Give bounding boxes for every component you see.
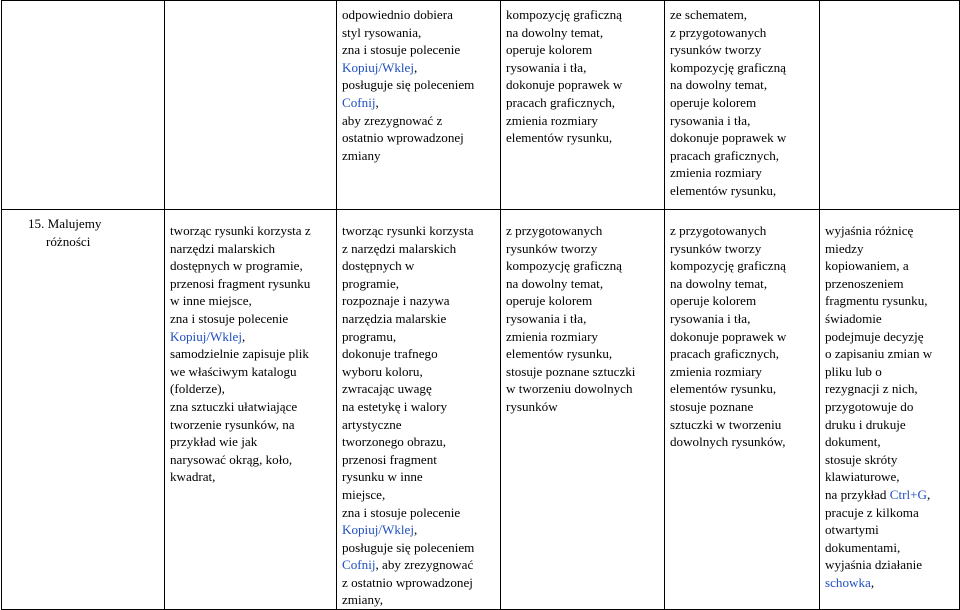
cell-line bbox=[825, 398, 959, 416]
line-text: podejmuje decyzję bbox=[825, 328, 924, 344]
line-text: pracuje z kilkoma bbox=[825, 504, 919, 520]
cell-line bbox=[342, 328, 500, 346]
cell-line bbox=[170, 328, 336, 346]
cell-line bbox=[506, 59, 664, 77]
line-text: sztuczki w tworzeniu bbox=[670, 416, 782, 432]
line-text: odpowiednio dobiera bbox=[342, 7, 453, 22]
line-text: programie, bbox=[342, 275, 400, 291]
line-text: , bbox=[414, 59, 418, 75]
line-text: dokonuje trafnego bbox=[342, 346, 438, 362]
line-text: programu, bbox=[342, 328, 397, 344]
cell-line bbox=[825, 363, 959, 381]
cell-line bbox=[506, 275, 664, 293]
cell-text bbox=[501, 210, 664, 416]
blue-term: Cofnij bbox=[342, 557, 376, 573]
cell-line bbox=[670, 240, 819, 258]
line-text: tworząc rysunki korzysta bbox=[342, 223, 474, 238]
cell-line bbox=[670, 222, 819, 240]
cell-line bbox=[342, 222, 500, 240]
line-text: narzędzi malarskich bbox=[170, 240, 276, 256]
cell-line bbox=[506, 310, 664, 328]
line-text: kopiowaniem, a bbox=[825, 258, 909, 274]
line-text: elementów rysunku, bbox=[506, 130, 613, 146]
cell-line bbox=[670, 292, 819, 310]
cell-line bbox=[825, 468, 959, 486]
line-text: dokumentami, bbox=[825, 539, 901, 555]
line-text: dokonuje poprawek w bbox=[670, 328, 787, 344]
cell-line bbox=[342, 504, 500, 522]
line-text: rysunków tworzy bbox=[670, 240, 762, 256]
line-text: zmienia rozmiary bbox=[506, 328, 598, 344]
line-text: operuje kolorem bbox=[506, 42, 593, 58]
line-text: z przygotowanych bbox=[506, 223, 603, 238]
line-text: zna sztuczki ułatwiające bbox=[170, 398, 298, 414]
cell-line bbox=[506, 363, 664, 381]
line-text: , bbox=[870, 574, 875, 590]
cell-line bbox=[170, 363, 336, 381]
cell-line bbox=[170, 310, 336, 328]
line-text: zna i stosuje polecenie bbox=[170, 310, 289, 326]
cell-line bbox=[342, 59, 500, 77]
cell-line bbox=[670, 345, 819, 363]
cell-line bbox=[170, 416, 336, 434]
cell-line bbox=[342, 6, 500, 24]
cell-line bbox=[670, 328, 819, 346]
line-text: , bbox=[414, 522, 418, 538]
cell-line bbox=[825, 292, 959, 310]
line-text: wyjaśnia działanie bbox=[825, 557, 923, 573]
cell-line bbox=[342, 94, 500, 112]
cell-line bbox=[342, 292, 500, 310]
cell-text bbox=[665, 210, 819, 451]
cell-line bbox=[170, 240, 336, 258]
cell-text bbox=[337, 1, 500, 164]
line-text: zmienia rozmiary bbox=[670, 363, 762, 379]
cell-line bbox=[825, 539, 959, 557]
cell-line bbox=[670, 380, 819, 398]
cell-grade-2 bbox=[165, 210, 337, 610]
line-text: zmiany, bbox=[342, 592, 383, 608]
cell-line bbox=[825, 240, 959, 258]
line-text: przenoszeniem bbox=[825, 275, 904, 291]
cell-line bbox=[670, 398, 819, 416]
line-text: aby zrezygnować z bbox=[342, 112, 443, 128]
line-text: pracach graficznych, bbox=[670, 346, 780, 362]
cell-line bbox=[670, 433, 819, 451]
cell-line bbox=[825, 504, 959, 522]
line-text: ze schematem, bbox=[670, 7, 748, 22]
line-text: z narzędzi malarskich bbox=[342, 240, 457, 256]
cell-line bbox=[506, 94, 664, 112]
cell-lesson-title bbox=[2, 210, 165, 610]
line-text: na estetykę i walory bbox=[342, 398, 448, 414]
line-text: z przygotowanych bbox=[670, 223, 767, 238]
blue-term: Cofnij bbox=[342, 94, 376, 110]
cell-line bbox=[342, 257, 500, 275]
cell-line bbox=[342, 363, 500, 381]
line-text: narysować okrąg, koło, bbox=[170, 451, 293, 467]
cell-grade-6 bbox=[820, 210, 960, 610]
cell-line bbox=[342, 591, 500, 609]
line-text: , bbox=[242, 328, 246, 344]
cell-line bbox=[170, 398, 336, 416]
line-text: przenosi fragment rysunku bbox=[170, 275, 311, 291]
blue-term: Ctrl+G bbox=[889, 486, 927, 502]
line-text: na przykład bbox=[825, 486, 890, 502]
cell-line bbox=[670, 112, 819, 130]
line-text: zwracając uwagę bbox=[342, 381, 432, 397]
line-text: posługuje się poleceniem bbox=[342, 77, 475, 93]
cell-line bbox=[670, 41, 819, 59]
cell-line bbox=[825, 275, 959, 293]
cell-line bbox=[342, 41, 500, 59]
cell-grade-5 bbox=[665, 1, 820, 210]
cell-line bbox=[506, 41, 664, 59]
line-text: posługuje się poleceniem bbox=[342, 539, 475, 555]
cell-line bbox=[170, 380, 336, 398]
line-text: pracach graficznych, bbox=[670, 147, 780, 163]
line-text: w inne miejsce, bbox=[170, 293, 252, 309]
cell-line bbox=[506, 112, 664, 130]
cell-line bbox=[825, 222, 959, 240]
line-text: druku i drukuje bbox=[825, 416, 906, 432]
line-text: tworzenie rysunków, na bbox=[170, 416, 295, 432]
cell-line bbox=[506, 76, 664, 94]
lesson-title-line2: różności bbox=[46, 233, 91, 249]
line-text: kompozycję graficzną bbox=[670, 258, 786, 274]
cell-line bbox=[342, 345, 500, 363]
line-text: świadomie bbox=[825, 310, 882, 326]
cell-line bbox=[670, 6, 819, 24]
line-text: rysowania i tła, bbox=[506, 59, 587, 75]
cell-line bbox=[825, 556, 959, 574]
cell-line bbox=[342, 398, 500, 416]
line-text: klawiaturowe, bbox=[825, 469, 900, 485]
cell-line bbox=[506, 24, 664, 42]
line-text: przenosi fragment bbox=[342, 451, 437, 467]
cell-line bbox=[670, 275, 819, 293]
cell-line bbox=[506, 257, 664, 275]
line-text: , bbox=[375, 94, 379, 110]
line-text: dokonuje poprawek w bbox=[670, 130, 787, 146]
cell-line bbox=[170, 468, 336, 486]
line-text: o zapisaniu zmian w bbox=[825, 346, 933, 362]
line-text: zna i stosuje polecenie bbox=[342, 42, 461, 58]
cell-line bbox=[342, 556, 500, 574]
line-text: , bbox=[926, 486, 931, 502]
cell-line bbox=[342, 380, 500, 398]
cell-text bbox=[337, 210, 500, 609]
line-text: przykład wie jak bbox=[170, 434, 258, 450]
line-text: miedzy bbox=[825, 240, 864, 256]
line-text: tworząc rysunki korzysta z bbox=[170, 223, 311, 238]
line-text: narzędzia malarskie bbox=[342, 310, 447, 326]
cell-line bbox=[342, 147, 500, 165]
cell-line bbox=[342, 310, 500, 328]
blue-term: schowka bbox=[825, 574, 871, 590]
line-text: rysunków tworzy bbox=[670, 42, 762, 58]
line-text: zmienia rozmiary bbox=[506, 112, 598, 128]
line-text: rysunków tworzy bbox=[506, 240, 598, 256]
cell-line bbox=[342, 24, 500, 42]
line-text: rezygnacji z nich, bbox=[825, 381, 918, 397]
cell-line bbox=[506, 292, 664, 310]
line-text: operuje kolorem bbox=[670, 293, 757, 309]
line-text: we właściwym katalogu bbox=[170, 363, 297, 379]
line-text: operuje kolorem bbox=[506, 293, 593, 309]
cell-line bbox=[342, 112, 500, 130]
cell-line bbox=[342, 486, 500, 504]
line-text: na dowolny temat, bbox=[670, 275, 768, 291]
cell-line bbox=[825, 486, 959, 504]
cell-lesson-empty bbox=[2, 1, 165, 210]
cell-line bbox=[670, 24, 819, 42]
cell-line bbox=[342, 574, 500, 592]
line-text: z przygotowanych bbox=[670, 24, 767, 40]
cell-line bbox=[170, 433, 336, 451]
cell-line bbox=[170, 292, 336, 310]
line-text: dostępnych w bbox=[342, 258, 415, 274]
line-text: tworzonego obrazu, bbox=[342, 434, 446, 450]
cell-line bbox=[670, 59, 819, 77]
line-text: dostępnych w programie, bbox=[170, 258, 303, 274]
cell-line bbox=[670, 94, 819, 112]
line-text: rysunku w inne bbox=[342, 469, 423, 485]
line-text: w tworzeniu dowolnych bbox=[506, 381, 633, 397]
cell-line bbox=[825, 416, 959, 434]
cell-line bbox=[825, 257, 959, 275]
line-text: elementów rysunku, bbox=[670, 381, 777, 397]
line-text: na dowolny temat, bbox=[670, 77, 768, 93]
line-text: zmiany bbox=[342, 147, 381, 163]
line-text: artystyczne bbox=[342, 416, 402, 432]
line-text: dokument, bbox=[825, 434, 881, 450]
line-text: zmienia rozmiary bbox=[670, 165, 762, 181]
cell-grade-6-empty bbox=[820, 1, 960, 210]
cell-line bbox=[670, 310, 819, 328]
line-text: dokonuje poprawek w bbox=[506, 77, 623, 93]
cell-line bbox=[170, 345, 336, 363]
cell-text bbox=[820, 210, 959, 591]
cell-line bbox=[670, 257, 819, 275]
cell-line bbox=[825, 345, 959, 363]
line-text: elementów rysunku, bbox=[670, 182, 777, 198]
cell-line bbox=[170, 451, 336, 469]
cell-text bbox=[665, 1, 819, 200]
cell-line bbox=[506, 240, 664, 258]
cell-line bbox=[342, 451, 500, 469]
line-text: kompozycję graficzną bbox=[670, 59, 786, 75]
cell-line bbox=[825, 433, 959, 451]
cell-line bbox=[825, 574, 959, 592]
line-text: kompozycję graficzną bbox=[506, 7, 622, 22]
cell-line bbox=[670, 363, 819, 381]
cell-line bbox=[342, 539, 500, 557]
line-text: rysowania i tła, bbox=[670, 112, 751, 128]
line-text: , aby zrezygnować bbox=[375, 557, 474, 573]
cell-grade-2-empty bbox=[165, 1, 337, 210]
cell-line bbox=[506, 6, 664, 24]
cell-line bbox=[825, 521, 959, 539]
cell-line bbox=[342, 129, 500, 147]
line-text: rozpoznaje i nazywa bbox=[342, 293, 450, 309]
cell-line bbox=[506, 328, 664, 346]
line-text: pracach graficznych, bbox=[506, 94, 616, 110]
cell-line bbox=[170, 257, 336, 275]
line-text: na dowolny temat, bbox=[506, 275, 604, 291]
line-text: pliku lub o bbox=[825, 363, 882, 379]
line-text: (folderze), bbox=[170, 381, 225, 397]
cell-line bbox=[170, 275, 336, 293]
cell-line bbox=[825, 380, 959, 398]
cell-line bbox=[825, 451, 959, 469]
cell-line bbox=[342, 468, 500, 486]
line-text: operuje kolorem bbox=[670, 94, 757, 110]
blue-term: Kopiuj/Wklej bbox=[342, 59, 415, 75]
cell-text bbox=[165, 210, 336, 486]
line-text: fragmentu rysunku, bbox=[825, 293, 928, 309]
cell-line bbox=[342, 240, 500, 258]
cell-grade-3 bbox=[337, 210, 501, 610]
table-row-previous bbox=[2, 1, 960, 210]
line-text: na dowolny temat, bbox=[506, 24, 604, 40]
lesson-title-line1: Malujemy bbox=[47, 216, 102, 231]
table-row-lesson-15 bbox=[2, 210, 960, 610]
cell-line bbox=[670, 182, 819, 200]
cell-line bbox=[342, 433, 500, 451]
cell-line bbox=[342, 521, 500, 539]
cell-line bbox=[670, 129, 819, 147]
cell-line bbox=[670, 416, 819, 434]
cell-line bbox=[342, 76, 500, 94]
line-text: stosuje skróty bbox=[825, 451, 898, 467]
cell-line bbox=[825, 310, 959, 328]
cell-grade-3 bbox=[337, 1, 501, 210]
lesson-number: 15. bbox=[28, 216, 45, 231]
line-text: wyjaśnia różnicę bbox=[825, 223, 914, 238]
cell-line bbox=[506, 129, 664, 147]
cell-line bbox=[506, 345, 664, 363]
line-text: elementów rysunku, bbox=[506, 346, 613, 362]
line-text: rysowania i tła, bbox=[670, 310, 751, 326]
cell-line bbox=[506, 398, 664, 416]
cell-grade-5 bbox=[665, 210, 820, 610]
line-text: samodzielnie zapisuje plik bbox=[170, 346, 309, 362]
line-text: stosuje poznane bbox=[670, 398, 754, 414]
cell-line bbox=[670, 76, 819, 94]
cell-line bbox=[670, 147, 819, 165]
cell-line bbox=[342, 275, 500, 293]
blue-term: Kopiuj/Wklej bbox=[342, 522, 415, 538]
cell-text bbox=[501, 1, 664, 147]
cell-line bbox=[170, 222, 336, 240]
line-text: przygotowuje do bbox=[825, 398, 914, 414]
cell-line bbox=[670, 164, 819, 182]
blue-term: Kopiuj/Wklej bbox=[170, 328, 243, 344]
line-text: z ostatnio wprowadzonej bbox=[342, 574, 473, 590]
line-text: wyboru koloru, bbox=[342, 363, 423, 379]
line-text: miejsce, bbox=[342, 486, 386, 502]
line-text: styl rysowania, bbox=[342, 24, 422, 40]
line-text: ostatnio wprowadzonej bbox=[342, 130, 464, 146]
cell-line bbox=[825, 328, 959, 346]
line-text: kompozycję graficzną bbox=[506, 258, 622, 274]
line-text: kwadrat, bbox=[170, 469, 216, 485]
line-text: zna i stosuje polecenie bbox=[342, 504, 461, 520]
cell-line bbox=[342, 416, 500, 434]
cell-grade-4 bbox=[501, 1, 665, 210]
cell-grade-4 bbox=[501, 210, 665, 610]
line-text: rysowania i tła, bbox=[506, 310, 587, 326]
requirements-table bbox=[1, 0, 960, 610]
cell-line bbox=[506, 222, 664, 240]
line-text: dowolnych rysunków, bbox=[670, 434, 786, 450]
line-text: rysunków bbox=[506, 398, 558, 414]
line-text: otwartymi bbox=[825, 522, 879, 538]
line-text: stosuje poznane sztuczki bbox=[506, 363, 636, 379]
cell-line bbox=[506, 380, 664, 398]
